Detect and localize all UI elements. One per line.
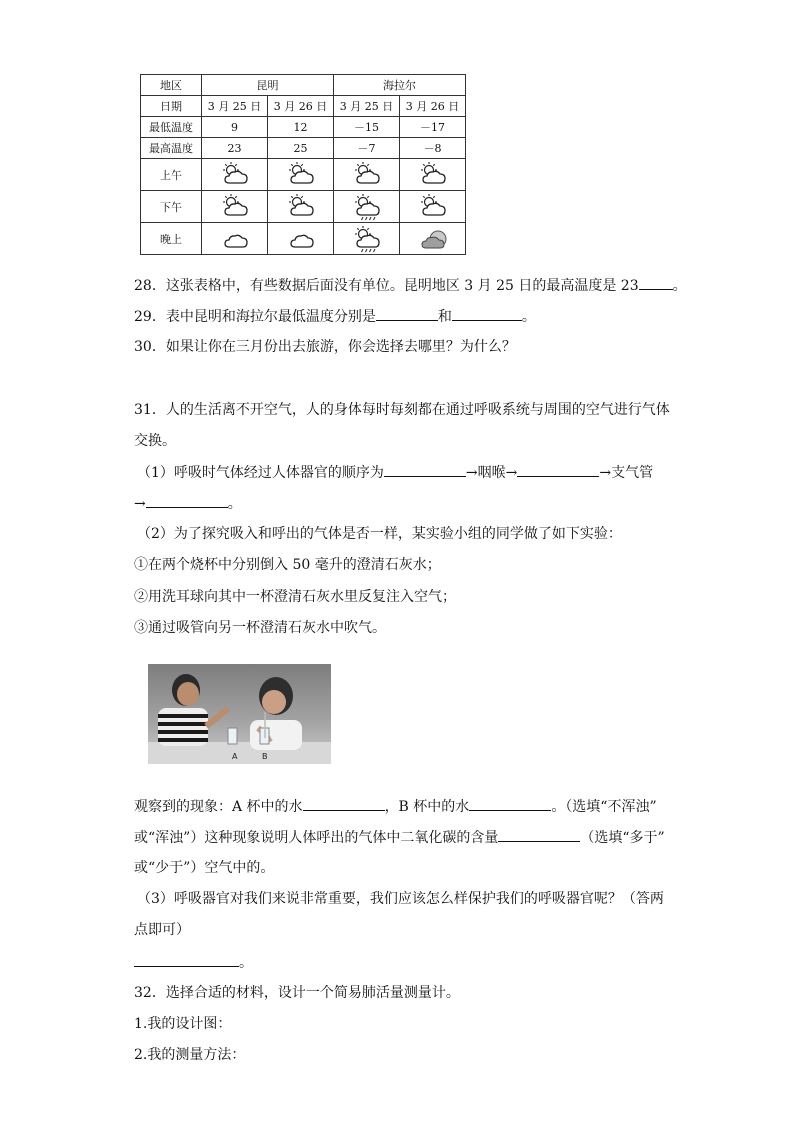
observation-line-3: 或“少于”）空气中的。 — [134, 860, 275, 876]
date-cell: 3 月 25 日 — [334, 96, 400, 117]
overcast-icon — [400, 225, 465, 253]
min-temp-cell: 9 — [202, 117, 268, 138]
cloud-icon — [268, 225, 333, 253]
weather-table — [140, 74, 466, 255]
max-temp-header: 最高温度 — [141, 138, 202, 159]
question-32: 32．选择合适的材料，设计一个简易肺活量测量计。 — [134, 985, 460, 1001]
weather-cell — [202, 191, 268, 223]
partly-cloudy-icon — [202, 161, 267, 189]
min-temp-cell: －17 — [400, 117, 466, 138]
max-temp-cell: 23 — [202, 138, 268, 159]
observation-line-1: 观察到的现象：A 杯中的水 ，B 杯中的水 。（选填“不浑浊” — [134, 796, 657, 817]
min-temp-cell: 12 — [268, 117, 334, 138]
max-temp-cell: －7 — [334, 138, 400, 159]
question-31-intro-1: 31．人的生活离不开空气，人的身体每时每刻都在通过呼吸系统与周围的空气进行气体 — [134, 402, 670, 418]
answer-blank[interactable] — [134, 952, 239, 967]
experiment-step-2: ②用洗耳球向其中一杯澄清石灰水里反复注入空气； — [134, 589, 456, 605]
question-32-item-1: 1.我的设计图： — [134, 1016, 232, 1032]
question-31-part-1: （1）呼吸时气体经过人体器官的顺序为 →咽喉→ →支气管 — [137, 462, 653, 483]
answer-blank[interactable] — [384, 462, 466, 477]
question-31-part-1-cont: → 。 — [134, 493, 242, 514]
weather-cell — [268, 223, 334, 255]
experiment-step-1: ①在两个烧杯中分别倒入 50 毫升的澄清石灰水； — [134, 557, 441, 573]
question-30: 30．如果让你在三月份出去旅游，你会选择去哪里？为什么？ — [134, 339, 516, 355]
rain-cloud-icon — [334, 193, 399, 221]
weather-cell — [202, 223, 268, 255]
max-temp-cell: －8 — [400, 138, 466, 159]
question-32-item-2: 2.我的测量方法： — [134, 1047, 246, 1063]
partly-cloudy-icon — [268, 161, 333, 189]
observation-line-2: 或“浑浊”）这种现象说明人体呼出的气体中二氧化碳的含量 （选填“多于” — [134, 827, 665, 848]
question-28: 28．这张表格中，有些数据后面没有单位。昆明地区 3 月 25 日的最高温度是 23 。 — [134, 275, 687, 296]
rain-cloud-icon — [334, 225, 399, 253]
min-temp-cell: －15 — [334, 117, 400, 138]
question-31-part-3-answer: 。 — [134, 952, 253, 973]
question-31-intro-2: 交换。 — [134, 433, 176, 449]
date-cell: 3 月 26 日 — [268, 96, 334, 117]
weather-cell — [334, 223, 400, 255]
partly-cloudy-icon — [268, 193, 333, 221]
partly-cloudy-icon — [334, 161, 399, 189]
date-cell: 3 月 25 日 — [202, 96, 268, 117]
beaker-label-b: B — [262, 752, 268, 761]
partly-cloudy-icon — [400, 193, 465, 221]
region-hailar: 海拉尔 — [334, 75, 466, 96]
weather-cell — [400, 223, 466, 255]
weather-cell — [400, 191, 466, 223]
question-31-part-2: （2）为了探究吸入和呼出的气体是否一样，某实验小组的同学做了如下实验： — [137, 526, 622, 542]
morning-header: 上午 — [141, 159, 202, 191]
max-temp-cell: 25 — [268, 138, 334, 159]
answer-blank[interactable] — [452, 306, 522, 321]
afternoon-header: 下午 — [141, 191, 202, 223]
partly-cloudy-icon — [400, 161, 465, 189]
weather-cell — [334, 159, 400, 191]
answer-blank[interactable] — [498, 827, 580, 842]
beaker-label-a: A — [232, 752, 238, 761]
question-31-part-3: （3）呼吸器官对我们来说非常重要，我们应该怎么样保护我们的呼吸器官呢？（答两 — [137, 891, 664, 907]
question-29: 29．表中昆明和海拉尔最低温度分别是 和 。 — [134, 306, 536, 327]
weather-cell — [268, 159, 334, 191]
answer-blank[interactable] — [639, 275, 673, 290]
cloud-icon — [202, 225, 267, 253]
answer-blank[interactable] — [303, 796, 385, 811]
region-kunming: 昆明 — [202, 75, 334, 96]
region-header: 地区 — [141, 75, 202, 96]
weather-cell — [400, 159, 466, 191]
answer-blank[interactable] — [376, 306, 438, 321]
answer-blank[interactable] — [469, 796, 551, 811]
evening-header: 晚上 — [141, 223, 202, 255]
weather-cell — [202, 159, 268, 191]
date-cell: 3 月 26 日 — [400, 96, 466, 117]
children-experiment-illustration — [148, 664, 331, 764]
partly-cloudy-icon — [202, 193, 267, 221]
experiment-photo — [148, 664, 331, 764]
answer-blank[interactable] — [146, 493, 228, 508]
question-31-part-3-cont: 点即可） — [134, 922, 190, 938]
weather-cell — [334, 191, 400, 223]
answer-blank[interactable] — [517, 462, 599, 477]
experiment-step-3: ③通过吸管向另一杯澄清石灰水中吹气。 — [134, 620, 386, 636]
date-header: 日期 — [141, 96, 202, 117]
min-temp-header: 最低温度 — [141, 117, 202, 138]
weather-cell — [268, 191, 334, 223]
